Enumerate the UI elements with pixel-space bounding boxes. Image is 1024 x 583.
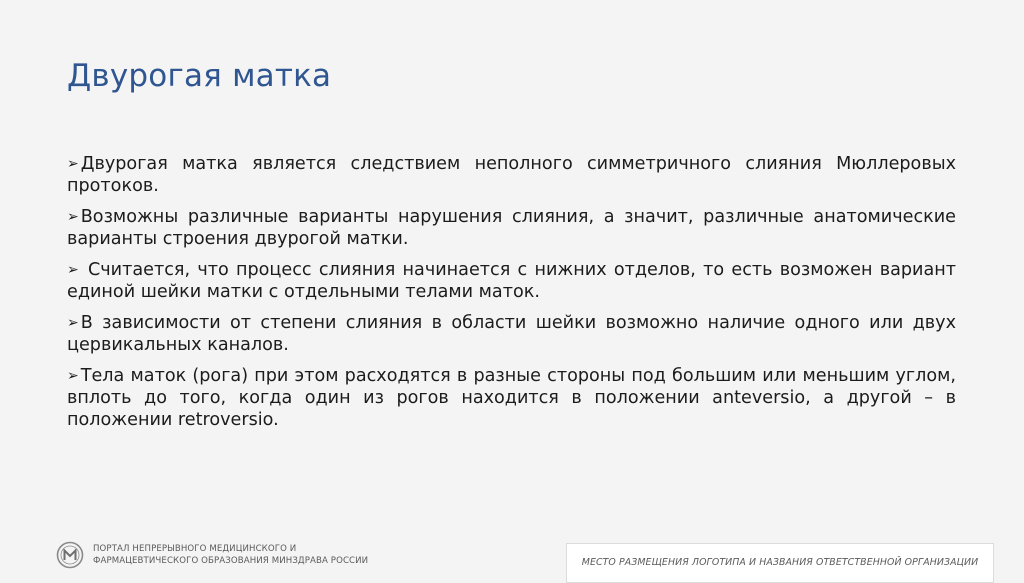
portal-name-line: ФАРМАЦЕВТИЧЕСКОГО ОБРАЗОВАНИЯ МИНЗДРАВА РОССИИ: [93, 556, 369, 566]
slide-title: Двурогая матка: [67, 58, 332, 94]
bullet-item: [67, 153, 956, 197]
bullet-text: Двурогая матка является следствием неполного симметричного слияния Мюллеровых протоков.: [67, 154, 956, 196]
slide-content: [67, 153, 956, 440]
arrow-bullet-icon: ➢: [67, 368, 79, 384]
bullet-text: Тела маток (рога) при этом расходятся в разные стороны под большим или меньшим углом, вплоть до того, когда один из рогов находится в положении anteversio, а другой – в положении retroversio.: [67, 366, 956, 430]
portal-name-line: ПОРТАЛ НЕПРЕРЫВНОГО МЕДИЦИНСКОГО И: [93, 544, 297, 554]
organization-placeholder-box: [566, 543, 994, 583]
bullet-text: Считается, что процесс слияния начинается с нижних отделов, то есть возможен вариант единой шейки матки с отдельными телами маток.: [67, 260, 956, 302]
bullet-item: [67, 365, 956, 431]
arrow-bullet-icon: ➢: [67, 315, 79, 331]
portal-emblem-icon: [56, 541, 84, 569]
bullet-text: В зависимости от степени слияния в области шейки возможно наличие одного или двух цервикальных каналов.: [67, 313, 956, 355]
arrow-bullet-icon: ➢: [67, 262, 79, 278]
arrow-bullet-icon: ➢: [67, 156, 79, 172]
arrow-bullet-icon: ➢: [67, 209, 79, 225]
bullet-text: Возможны различные варианты нарушения слияния, а значит, различные анатомические варианты строения двурогой матки.: [67, 207, 956, 249]
bullet-item: [67, 206, 956, 250]
bullet-item: [67, 312, 956, 356]
bullet-item: [67, 259, 956, 303]
organization-placeholder-text: МЕСТО РАЗМЕЩЕНИЯ ЛОГОТИПА И НАЗВАНИЯ ОТВЕТСТВЕННОЙ ОРГАНИЗАЦИИ: [581, 557, 979, 568]
portal-name: [93, 543, 368, 567]
